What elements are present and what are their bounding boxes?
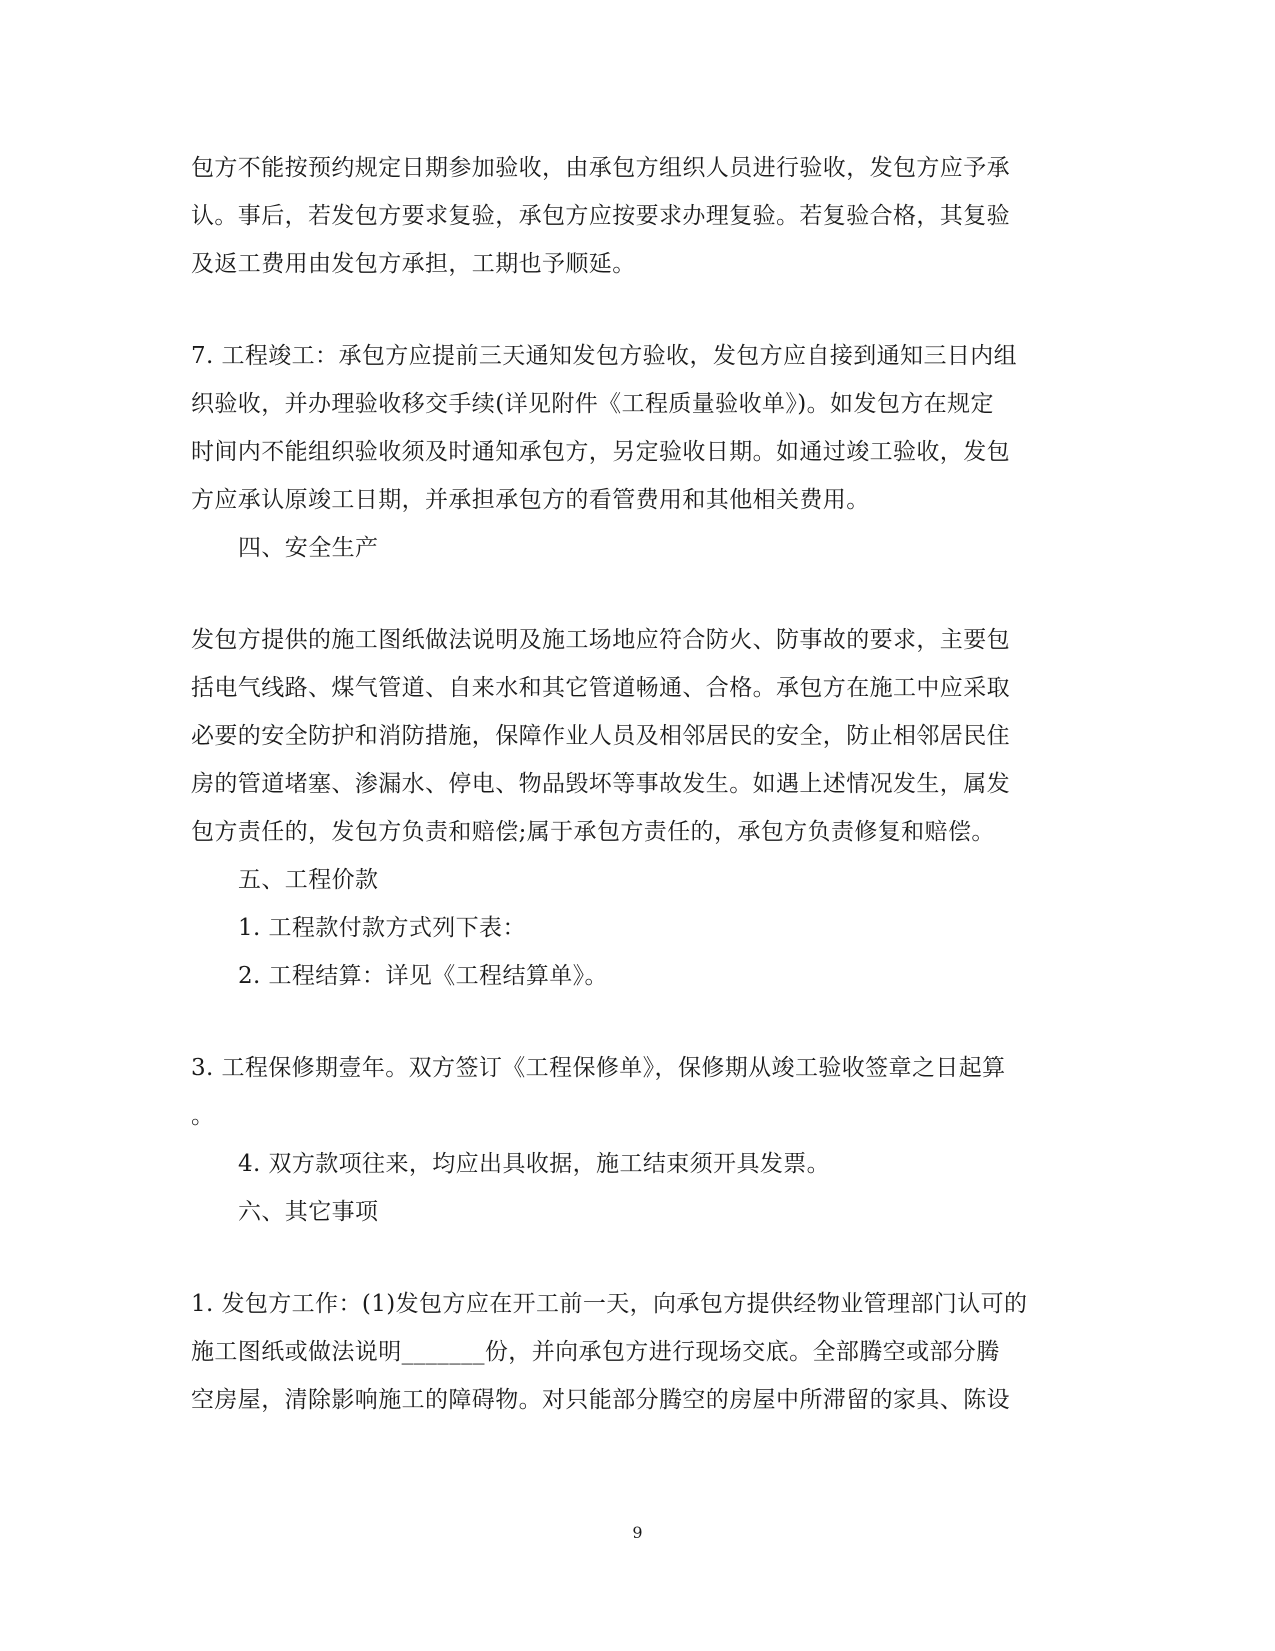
paragraph-line: 包方不能按预约规定日期参加验收，由承包方组织人员进行验收，发包方应予承 [191,155,1010,181]
section-heading: 六、其它事项 [238,1199,379,1225]
paragraph-line: 房的管道堵塞、渗漏水、停电、物品毁坏等事故发生。如遇上述情况发生，属发 [191,771,1010,797]
paragraph-line: 1. 发包方工作：(1)发包方应在开工前一天，向承包方提供经物业管理部门认可的 [191,1291,1028,1317]
section-heading: 五、工程价款 [238,867,379,893]
paragraph-line: 空房屋，清除影响施工的障碍物。对只能部分腾空的房屋中所滞留的家具、陈设 [191,1387,1010,1413]
paragraph-line: 认。事后，若发包方要求复验，承包方应按要求办理复验。若复验合格，其复验 [191,203,1010,229]
section-heading: 四、安全生产 [238,535,379,561]
list-item: 1. 工程款付款方式列下表： [238,915,526,941]
list-item: 4. 双方款项往来，均应出具收据，施工结束须开具发票。 [238,1151,831,1177]
paragraph-line: 织验收，并办理验收移交手续(详见附件《工程质量验收单》)。如发包方在规定 [191,391,994,417]
paragraph-line: 发包方提供的施工图纸做法说明及施工场地应符合防火、防事故的要求，主要包 [191,627,1010,653]
page-number: 9 [632,1523,643,1542]
paragraph-line: 施工图纸或做法说明_______份，并向承包方进行现场交底。全部腾空或部分腾 [191,1339,1000,1365]
paragraph-line: 括电气线路、煤气管道、自来水和其它管道畅通、合格。承包方在施工中应采取 [191,675,1010,701]
paragraph-line: 必要的安全防护和消防措施，保障作业人员及相邻居民的安全，防止相邻居民住 [191,723,1010,749]
paragraph-line: 方应承认原竣工日期，并承担承包方的看管费用和其他相关费用。 [191,487,870,513]
paragraph-line: 3. 工程保修期壹年。双方签订《工程保修单》，保修期从竣工验收签章之日起算 [191,1055,1006,1081]
paragraph-line: 时间内不能组织验收须及时通知承包方，另定验收日期。如通过竣工验收，发包 [191,439,1010,465]
paragraph-line: 及返工费用由发包方承担，工期也予顺延。 [191,251,636,277]
list-item: 2. 工程结算：详见《工程结算单》。 [238,963,608,989]
paragraph-line: 。 [191,1103,215,1129]
paragraph-line: 包方责任的，发包方负责和赔偿;属于承包方责任的，承包方负责修复和赔偿。 [191,819,995,845]
paragraph-line: 7. 工程竣工：承包方应提前三天通知发包方验收，发包方应自接到通知三日内组 [191,343,1018,369]
